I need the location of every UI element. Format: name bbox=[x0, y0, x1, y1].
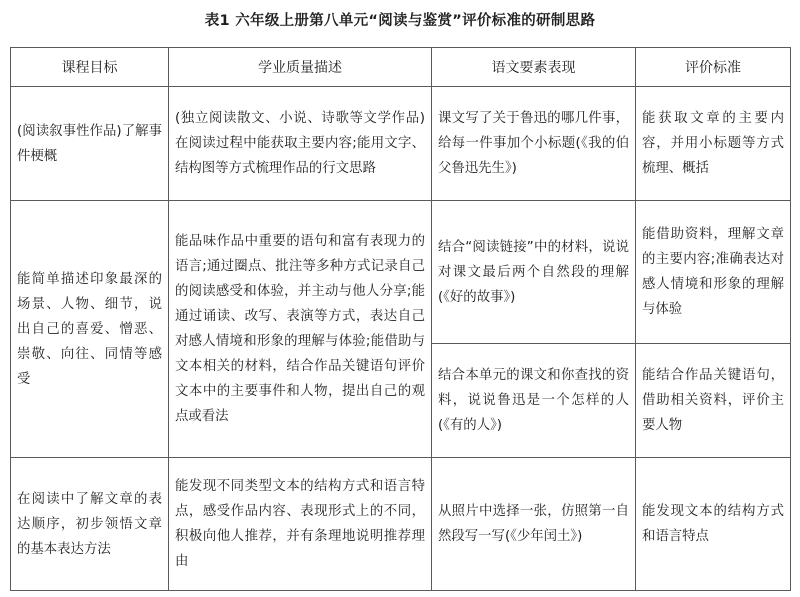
standard-text: 能借助资料，理解文章的主要内容;准确表达对感人情境和形象的理解与体验 bbox=[642, 227, 784, 317]
header-evaluation-standard: 评价标准 bbox=[636, 48, 791, 87]
element-cell bbox=[432, 344, 636, 458]
course-goal-text: 能简单描述印象最深的场景、人物、细节，说出自己的喜爱、憎恶、崇敬、向往、同情等感受 bbox=[17, 271, 162, 387]
element-cell bbox=[432, 87, 636, 201]
quality-text: (独立阅读散文、小说、诗歌等文学作品)在阅读过程中能获取主要内容;能用文字、结构图等方式梳理作品的行文思路 bbox=[175, 111, 425, 176]
table-row bbox=[11, 201, 791, 344]
quality-cell bbox=[169, 201, 432, 458]
standard-text: 能发现文本的结构方式和语言特点 bbox=[642, 504, 784, 544]
quality-text: 能发现不同类型文本的结构方式和语言特点，感受作品内容、表现形式上的不同，积极向他人推荐，并有条理地说明推荐理由 bbox=[175, 479, 425, 569]
element-cell bbox=[432, 201, 636, 344]
course-goal-cell bbox=[11, 201, 169, 458]
standard-cell bbox=[636, 201, 791, 344]
element-text: 结合本单元的课文和你查找的资料，说说鲁迅是一个怎样的人(《有的人》) bbox=[438, 368, 629, 433]
course-goal-text: 在阅读中了解文章的表达顺序，初步领悟文章的基本表达方法 bbox=[17, 491, 162, 557]
element-cell bbox=[432, 458, 636, 591]
header-quality-description: 学业质量描述 bbox=[169, 48, 432, 87]
standard-cell bbox=[636, 87, 791, 201]
course-goal-text: (阅读叙事性作品)了解事件梗概 bbox=[17, 123, 162, 164]
course-goal-cell bbox=[11, 87, 169, 201]
standard-text: 能结合作品关键语句，借助相关资料，评价主要人物 bbox=[642, 368, 784, 433]
element-text: 从照片中选择一张，仿照第一自然段写一写(《少年闰土》) bbox=[438, 504, 629, 544]
table-caption: 表1 六年级上册第八单元“阅读与鉴赏”评价标准的研制思路 bbox=[204, 13, 596, 29]
standard-cell bbox=[636, 344, 791, 458]
header-course-goal: 课程目标 bbox=[11, 48, 169, 87]
table-header-row bbox=[11, 48, 791, 87]
standard-text: 能获取文章的主要内容，并用小标题等方式梳理、概括 bbox=[642, 111, 784, 176]
quality-cell bbox=[169, 87, 432, 201]
quality-cell bbox=[169, 458, 432, 591]
standard-cell bbox=[636, 458, 791, 591]
element-text: 结合“阅读链接”中的材料，说说对课文最后两个自然段的理解(《好的故事》) bbox=[438, 239, 629, 305]
element-text: 课文写了关于鲁迅的哪几件事，给每一件事加个小标题(《我的伯父鲁迅先生》) bbox=[438, 111, 629, 176]
quality-text: 能品味作品中重要的语句和富有表现力的语言;通过圈点、批注等多种方式记录自己的阅读感受和体验，并主动与他人分享;能通过诵读、改写、表演等方式，表达自己对感人情境和形象的理解与体验;能借助与文本相关的材料，结合作品关键语句评价文本中的主要事件和人物，提出自己的观点或看法 bbox=[175, 234, 425, 424]
course-goal-cell bbox=[11, 458, 169, 591]
evaluation-table bbox=[10, 47, 791, 591]
table-row bbox=[11, 87, 791, 201]
table-row bbox=[11, 458, 791, 591]
header-element-performance: 语文要素表现 bbox=[432, 48, 636, 87]
